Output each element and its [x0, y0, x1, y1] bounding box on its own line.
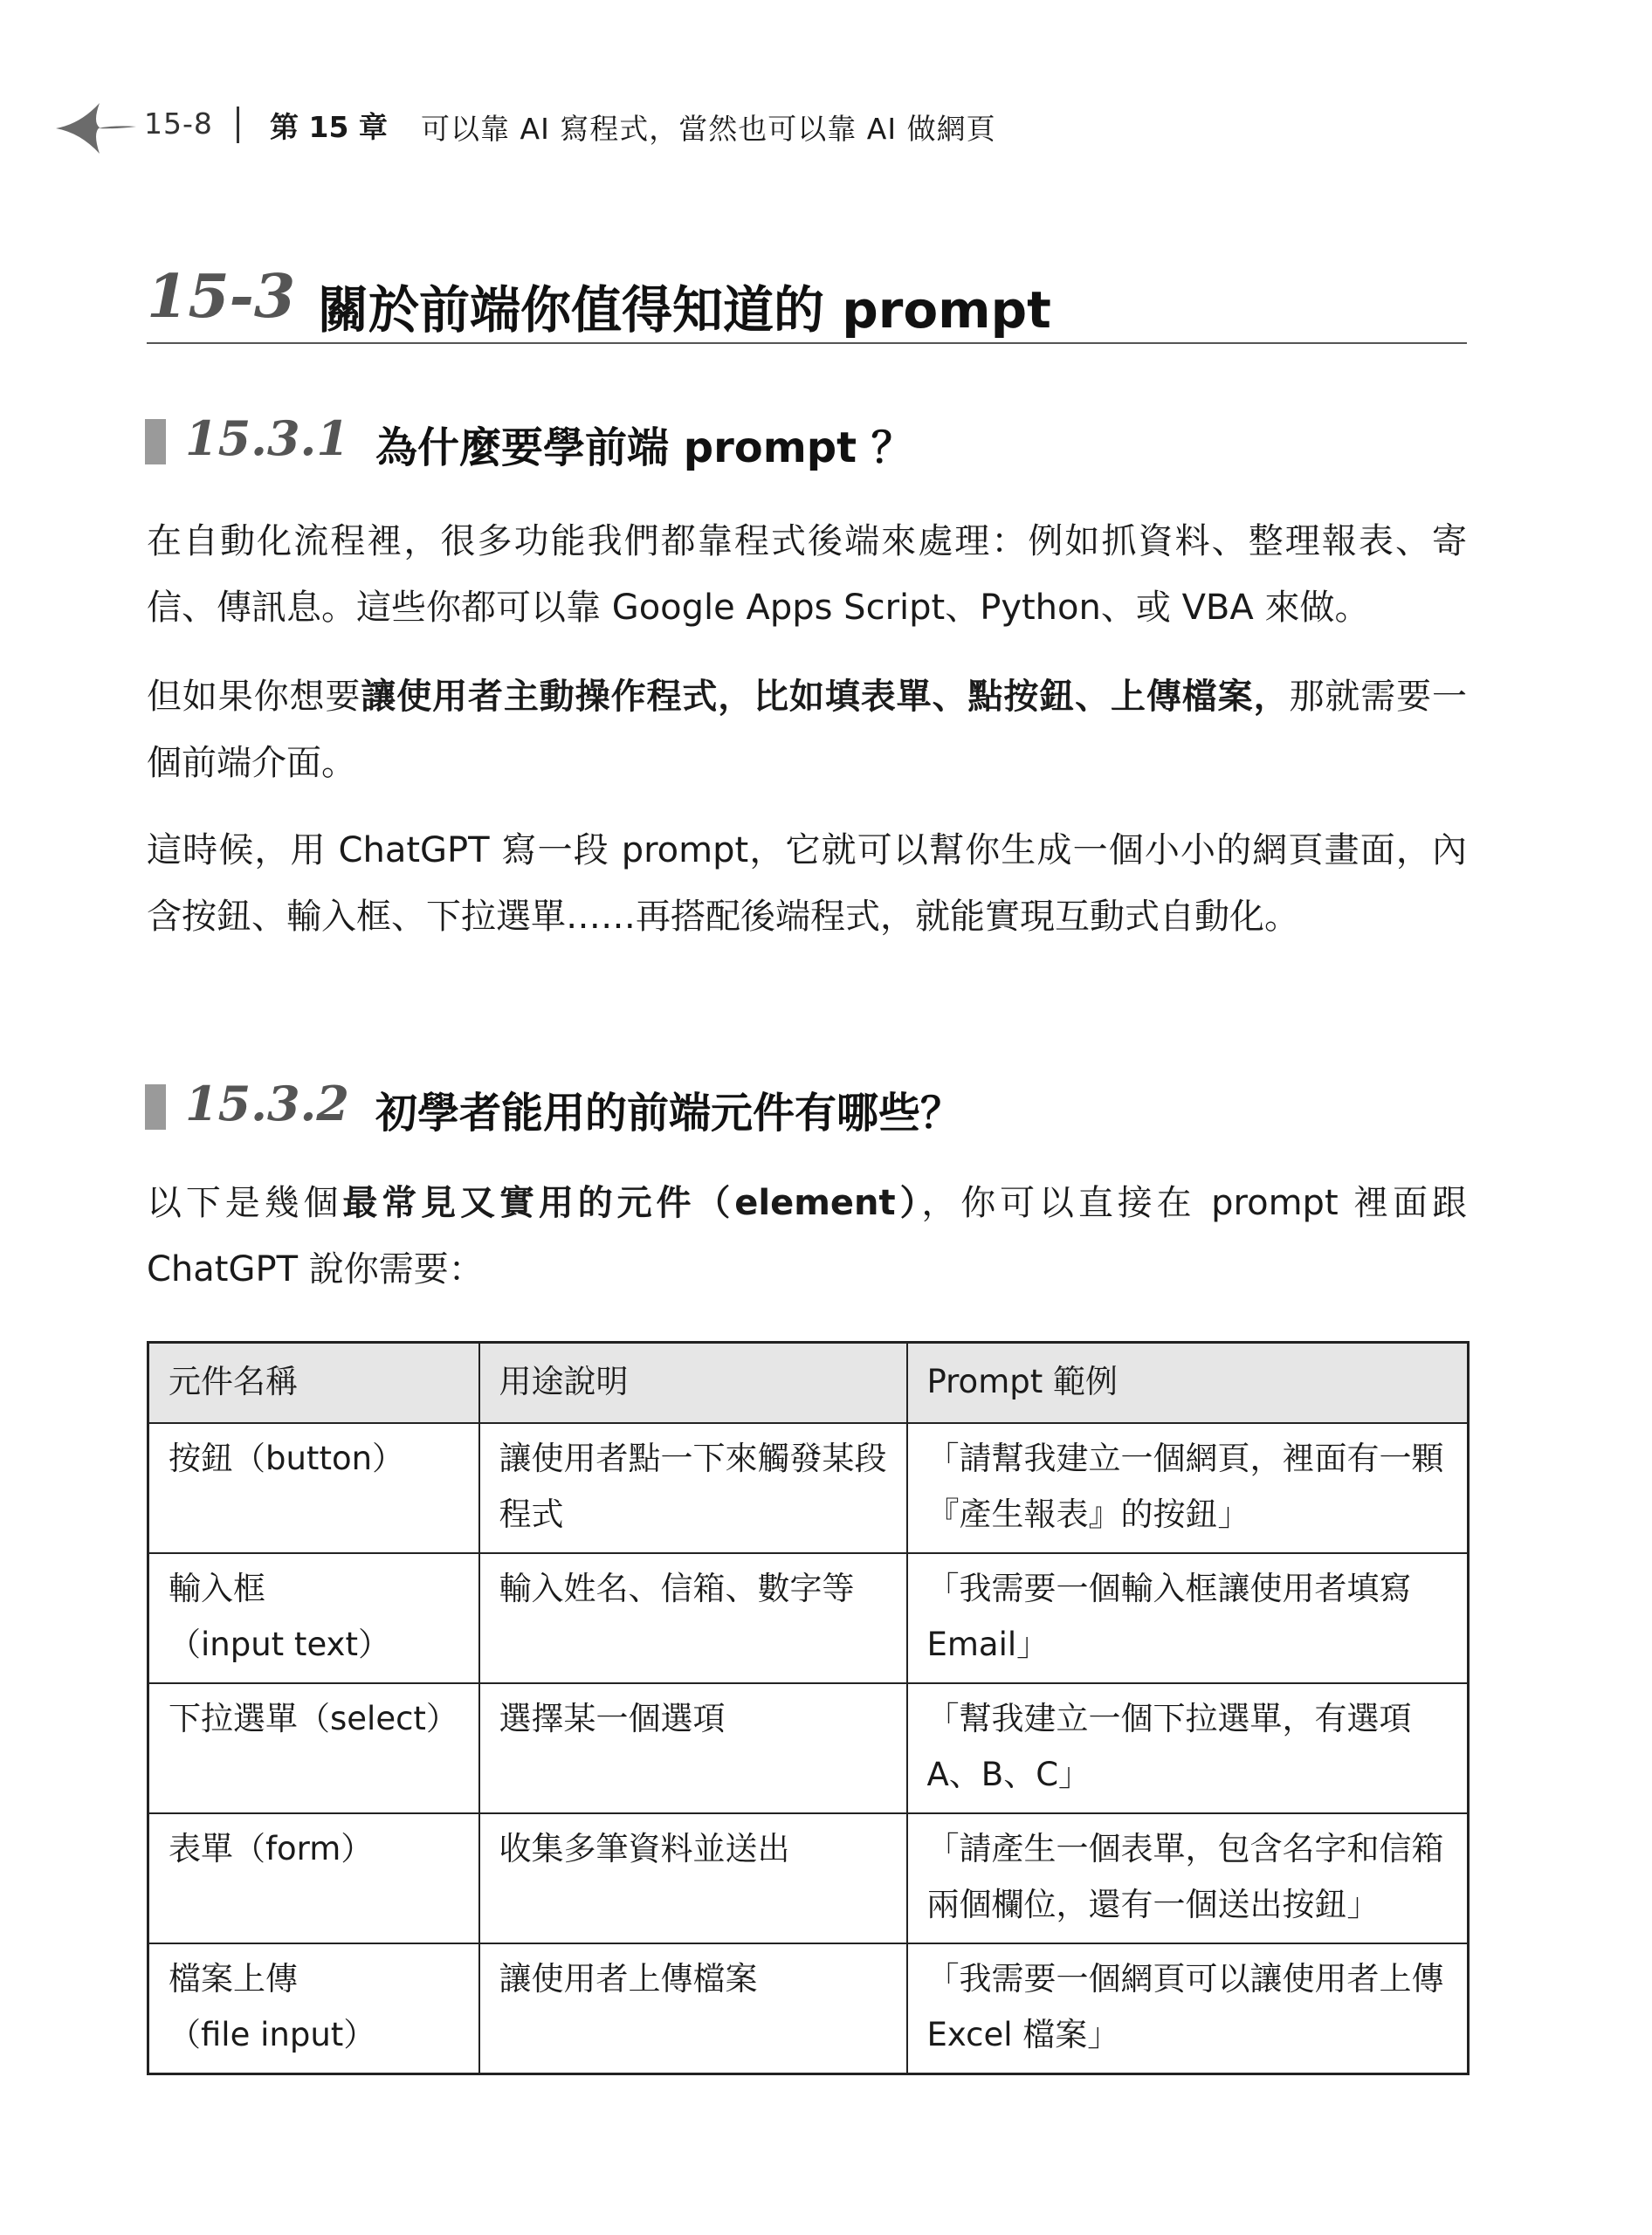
paragraph-intro: 在自動化流程裡，很多功能我們都靠程式後端來處理：例如抓資料、整理報表、寄信、傳訊息。這些你都可以靠 Google Apps Script、Python、或 VBA 來做。: [147, 521, 1467, 628]
chapter-title: 可以靠 AI 寫程式，當然也可以靠 AI 做網頁: [421, 112, 996, 146]
cell-text: 下拉選單（select）: [169, 1700, 458, 1737]
cell-element-name: [148, 1553, 479, 1683]
table-header-row: [148, 1343, 1469, 1424]
elements-table: [147, 1341, 1467, 2075]
cell-purpose: 讓使用者點一下來觸發某段程式: [479, 1423, 907, 1553]
cell-text: 表單（form）: [169, 1830, 374, 1867]
cell-text: 檔案上傳: [169, 1960, 298, 1998]
section-rule: [147, 342, 1467, 344]
paragraph-text: 那就需要一個前端介面。: [147, 677, 1468, 783]
cell-prompt: 「我需要一個輸入框讓使用者填寫 Email」: [907, 1553, 1469, 1683]
table-row: [148, 1813, 1469, 1943]
cell-prompt: 「我需要一個網頁可以讓使用者上傳 Excel 檔案」: [907, 1943, 1469, 2074]
cell-element-name: [148, 1943, 479, 2074]
paragraph-text: 但如果你想要: [147, 677, 361, 717]
paragraph-elements-intro: [147, 1170, 1467, 1303]
subsection-marker: [145, 419, 166, 464]
cell-purpose: 選擇某一個選項: [479, 1683, 907, 1813]
subsection-marker: [145, 1084, 166, 1130]
paragraph-frontend-need: [147, 664, 1467, 796]
cell-text: （file input）: [169, 2016, 376, 2053]
page-number: 15-8: [144, 107, 213, 141]
cell-text: 按鈕（button）: [169, 1440, 405, 1477]
header-divider: [237, 107, 239, 143]
subsection-title: 初學者能用的前端元件有哪些？: [375, 1089, 963, 1138]
paragraph-text: 以下是幾個: [147, 1183, 343, 1223]
cell-prompt: 「幫我建立一個下拉選單，有選項 A、B、C」: [907, 1683, 1469, 1813]
table-row: [148, 1683, 1469, 1813]
cell-prompt: 「請產生一個表單，包含名字和信箱兩個欄位，還有一個送出按鈕」: [907, 1813, 1469, 1943]
subsection-title: 為什麼要學前端 prompt ？: [375, 423, 913, 472]
publisher-logo-icon: [54, 98, 138, 159]
cell-element-name: [148, 1813, 479, 1943]
subsection-heading-2: [145, 1076, 1465, 1137]
running-header: [0, 98, 1652, 159]
cell-purpose: 讓使用者上傳檔案: [479, 1943, 907, 2074]
table-row: [148, 1943, 1469, 2074]
subsection-number: 15.3.2: [185, 1076, 349, 1131]
column-header-prompt: Prompt 範例: [907, 1343, 1469, 1424]
cell-text: （input text）: [169, 1626, 390, 1663]
cell-element-name: [148, 1423, 479, 1553]
paragraph-chatgpt: 這時候，用 ChatGPT 寫一段 prompt，它就可以幫你生成一個小小的網頁畫面，內含按鈕、輸入框、下拉選單……再搭配後端程式，就能實現互動式自動化。: [147, 830, 1467, 937]
paragraph-emphasis: 讓使用者主動操作程式，比如填表單、點按鈕、上傳檔案，: [361, 677, 1290, 717]
table-row: [148, 1423, 1469, 1553]
section-number: 15-3: [147, 262, 296, 332]
chapter-label: 第 15 章: [270, 110, 388, 144]
cell-purpose: 輸入姓名、信箱、數字等: [479, 1553, 907, 1683]
cell-prompt: 「請幫我建立一個網頁，裡面有一顆『產生報表』的按鈕」: [907, 1423, 1469, 1553]
column-header-name: 元件名稱: [148, 1343, 479, 1424]
cell-text: 輸入框: [169, 1570, 265, 1607]
subsection-number: 15.3.1: [185, 410, 349, 466]
paragraph-text: ，你可以直接在 prompt 裡面跟 ChatGPT 說你需要：: [147, 1183, 1467, 1289]
section-title: 關於前端你值得知道的 prompt: [318, 280, 1051, 340]
column-header-purpose: 用途說明: [479, 1343, 907, 1424]
table-row: [148, 1553, 1469, 1683]
subsection-heading-1: [145, 410, 1465, 471]
section-heading: [147, 262, 1467, 340]
paragraph-emphasis: 最常見又實用的元件（element）: [342, 1183, 922, 1223]
cell-element-name: [148, 1683, 479, 1813]
cell-purpose: 收集多筆資料並送出: [479, 1813, 907, 1943]
